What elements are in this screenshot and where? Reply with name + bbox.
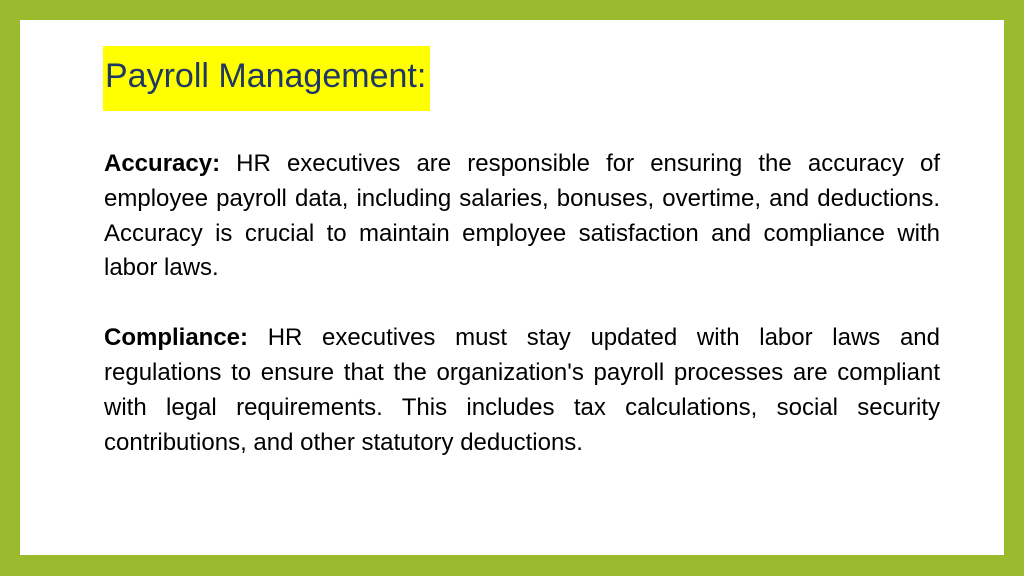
paragraph-text: HR executives are responsible for ensuring the accuracy of employee payroll data, including salaries, bonuses, overtime, and deductions. Accuracy is crucial to maintain employee satisfaction and compliance with labor laws. bbox=[104, 150, 940, 282]
slide-title: Payroll Management: bbox=[105, 57, 427, 95]
paragraph-label: Accuracy: bbox=[104, 150, 221, 177]
paragraph-text: HR executives must stay updated with labor laws and regulations to ensure that the organization's payroll processes are compliant with legal requirements. This includes tax calculations, social security contributions, and other statutory deductions. bbox=[104, 324, 940, 456]
paragraph-compliance bbox=[104, 321, 940, 460]
title-highlight bbox=[103, 46, 430, 111]
body-text bbox=[104, 147, 940, 495]
paragraph-label: Compliance: bbox=[104, 324, 249, 352]
paragraph-accuracy bbox=[104, 147, 940, 286]
slide-content-area bbox=[20, 20, 1004, 555]
